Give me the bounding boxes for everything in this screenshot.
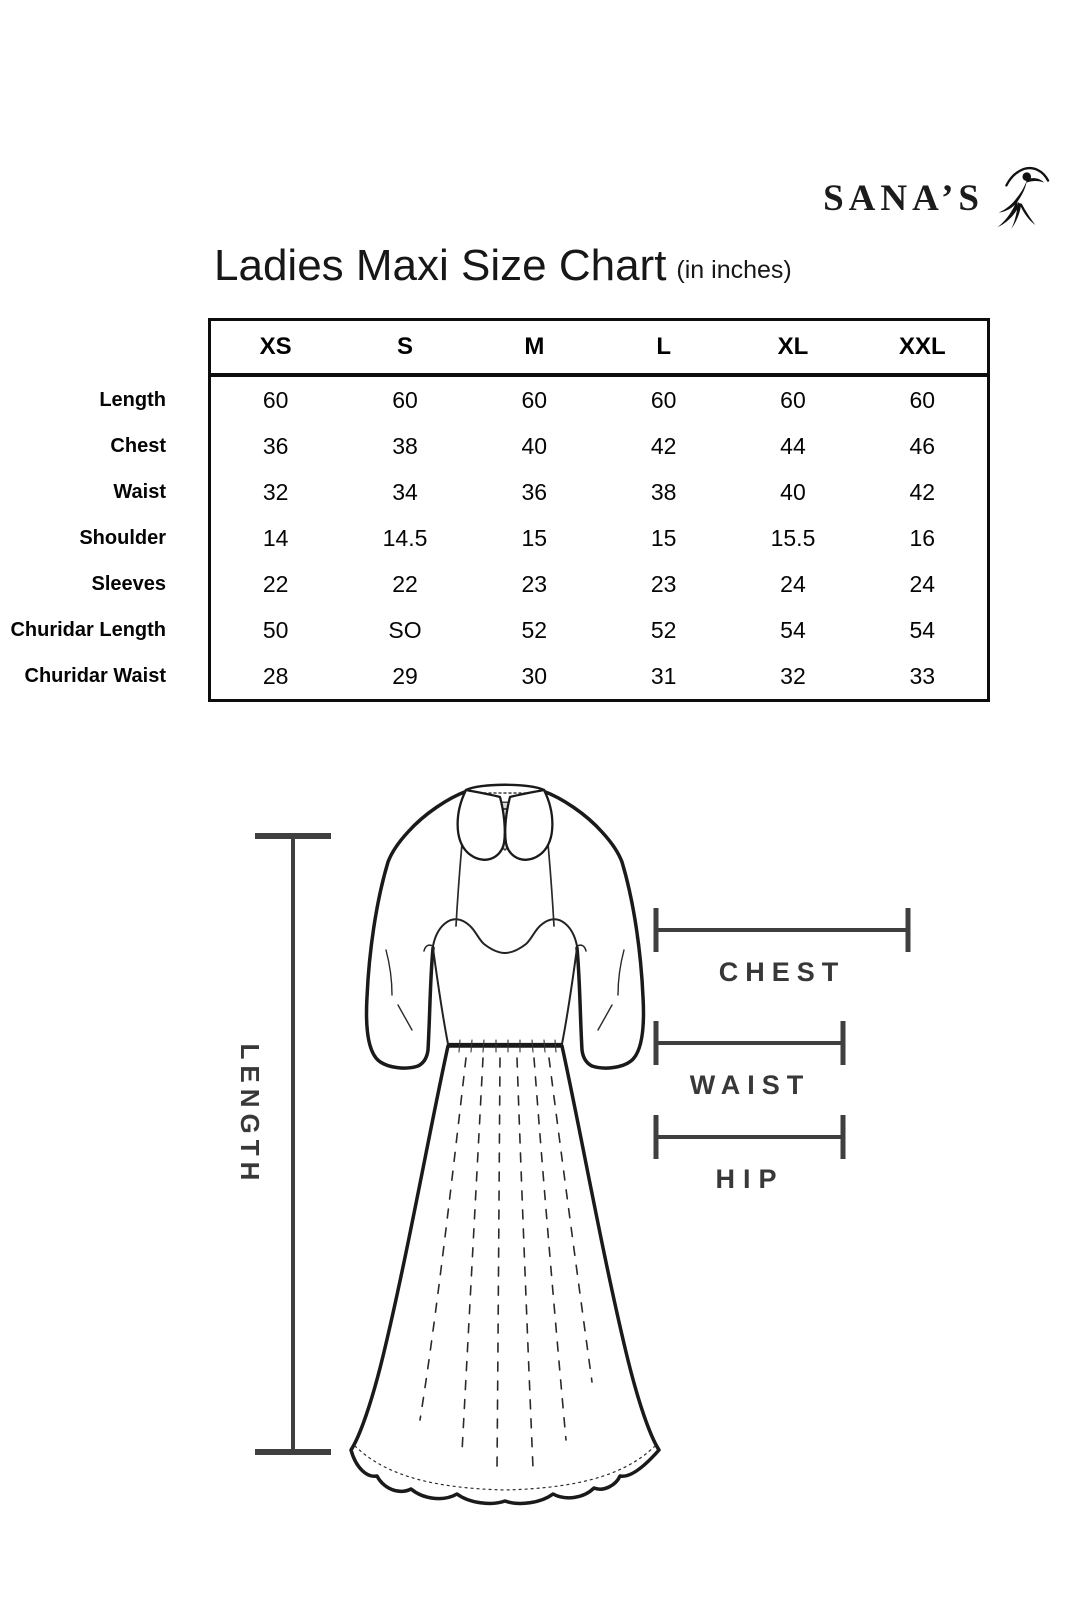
row-label: Churidar Length — [10, 618, 166, 641]
size-value: 24 — [780, 570, 806, 597]
size-value: 22 — [262, 570, 289, 597]
size-value: 42 — [650, 432, 677, 459]
table-row-labels — [0, 377, 166, 699]
table-row — [211, 515, 987, 561]
size-value: 34 — [392, 478, 418, 505]
size-value: 36 — [521, 478, 548, 505]
table-row — [211, 377, 987, 423]
size-value: 54 — [780, 616, 806, 643]
size-value: 60 — [909, 386, 936, 413]
size-value: 14 — [262, 524, 289, 551]
collar-top-line — [466, 785, 544, 790]
size-value: 54 — [909, 616, 936, 643]
size-value: 24 — [909, 570, 936, 597]
size-table — [208, 318, 990, 702]
table-row — [211, 561, 987, 607]
size-value: 23 — [521, 570, 548, 597]
size-value: 46 — [909, 432, 936, 459]
page-title — [214, 241, 792, 291]
dress-left-sleeve — [367, 791, 468, 1068]
dress-skirt — [351, 1046, 659, 1503]
size-diagram — [0, 740, 1080, 1540]
dress-illustration — [351, 785, 659, 1504]
size-value: 40 — [780, 478, 806, 505]
row-label: Length — [99, 388, 166, 411]
size-value: 42 — [909, 478, 936, 505]
table-row — [211, 469, 987, 515]
table-row — [211, 653, 987, 699]
size-value: 50 — [262, 616, 289, 643]
chest-label: CHEST — [718, 957, 846, 987]
column-header: XXL — [898, 333, 946, 360]
size-value: 60 — [650, 386, 677, 413]
column-header: XL — [777, 333, 809, 360]
table-row — [211, 607, 987, 653]
size-value: 60 — [262, 386, 289, 413]
size-value: 14.5 — [382, 524, 428, 551]
size-value: 15.5 — [770, 524, 816, 551]
size-value: 40 — [521, 432, 548, 459]
page-title-unit-note: (in inches) — [676, 256, 792, 284]
hip-label: HIP — [715, 1164, 785, 1194]
collar-left-petal — [458, 790, 505, 860]
column-header: L — [656, 333, 671, 360]
size-value: 16 — [909, 524, 936, 551]
dress-right-sleeve — [543, 791, 644, 1068]
size-value: 32 — [780, 662, 806, 689]
column-header: S — [396, 333, 413, 360]
size-value: 52 — [521, 616, 548, 643]
row-label: Shoulder — [79, 526, 166, 549]
size-value: 29 — [392, 662, 418, 689]
length-label: LENGTH — [235, 1043, 265, 1187]
size-value: SO — [388, 616, 422, 643]
size-value: 38 — [392, 432, 418, 459]
bodice-seams — [424, 919, 586, 1044]
size-value: 15 — [650, 524, 677, 551]
size-value: 28 — [262, 662, 289, 689]
chest-measure — [656, 908, 908, 987]
size-table-body — [211, 377, 987, 699]
page-title-text: Ladies Maxi Size Chart — [214, 241, 667, 290]
hip-measure — [656, 1115, 843, 1194]
column-header: M — [524, 333, 545, 360]
row-label: Waist — [113, 480, 166, 503]
length-measure — [235, 836, 331, 1452]
brand-name: SANA’S — [823, 177, 984, 219]
row-label: Churidar Waist — [24, 664, 166, 687]
row-label: Sleeves — [91, 572, 166, 595]
size-value: 36 — [262, 432, 289, 459]
brand-logo — [820, 163, 1050, 233]
column-header: XS — [259, 333, 292, 360]
woman-in-gown-icon — [988, 165, 1050, 231]
size-value: 60 — [521, 386, 548, 413]
size-value: 38 — [650, 478, 677, 505]
waist-measure — [656, 1021, 843, 1100]
size-value: 22 — [392, 570, 418, 597]
table-row — [211, 423, 987, 469]
size-value: 60 — [392, 386, 418, 413]
size-value: 31 — [650, 662, 677, 689]
collar-right-petal — [505, 790, 552, 860]
size-value: 15 — [521, 524, 548, 551]
row-label: Chest — [110, 434, 166, 457]
size-value: 30 — [521, 662, 548, 689]
waist-label: WAIST — [689, 1070, 811, 1100]
size-value: 60 — [780, 386, 806, 413]
size-table-header — [211, 321, 987, 377]
size-value: 33 — [909, 662, 936, 689]
size-value: 32 — [262, 478, 289, 505]
size-value: 52 — [650, 616, 677, 643]
size-value: 44 — [780, 432, 806, 459]
size-value: 23 — [650, 570, 677, 597]
